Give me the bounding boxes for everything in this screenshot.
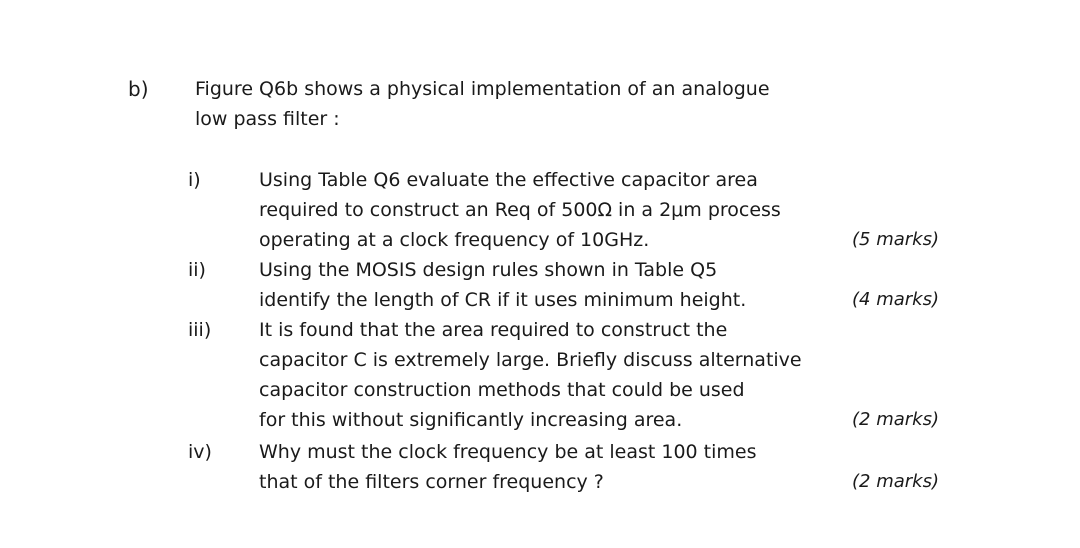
item-line: capacitor construction methods that could be used: [259, 379, 745, 401]
item-line: that of the filters corner frequency ?: [259, 471, 604, 493]
item-number: i): [188, 169, 201, 191]
marks-label: (5 marks): [852, 229, 939, 250]
item-line: Using the MOSIS design rules shown in Table Q5: [259, 259, 718, 281]
item-number: ii): [188, 259, 206, 281]
item-line: identify the length of CR if it uses minimum height.: [259, 289, 747, 311]
marks-label: (4 marks): [852, 289, 939, 310]
intro-line: Figure Q6b shows a physical implementation of an analogue: [195, 78, 770, 100]
question-intro: [195, 74, 835, 134]
item-line: required to construct an Req of 500Ω in a 2μm process: [259, 199, 781, 221]
item-line: capacitor C is extremely large. Briefly discuss alternative: [259, 349, 802, 371]
section-label: b): [128, 77, 149, 101]
marks-label: (2 marks): [852, 471, 939, 492]
item-text: [259, 255, 859, 315]
intro-line: low pass filter :: [195, 108, 340, 130]
item-line: operating at a clock frequency of 10GHz.: [259, 229, 650, 251]
item-text: [259, 437, 859, 497]
item-line: Using Table Q6 evaluate the effective capacitor area: [259, 169, 758, 191]
item-number: iii): [188, 319, 212, 341]
marks-label: (2 marks): [852, 409, 939, 430]
cropped-handwriting-mark: [528, 0, 588, 4]
item-number: iv): [188, 441, 212, 463]
item-line: It is found that the area required to construct the: [259, 319, 728, 341]
item-line: Why must the clock frequency be at least 100 times: [259, 441, 757, 463]
item-text: [259, 165, 859, 255]
item-line: for this without significantly increasing area.: [259, 409, 683, 431]
item-text: [259, 315, 859, 435]
